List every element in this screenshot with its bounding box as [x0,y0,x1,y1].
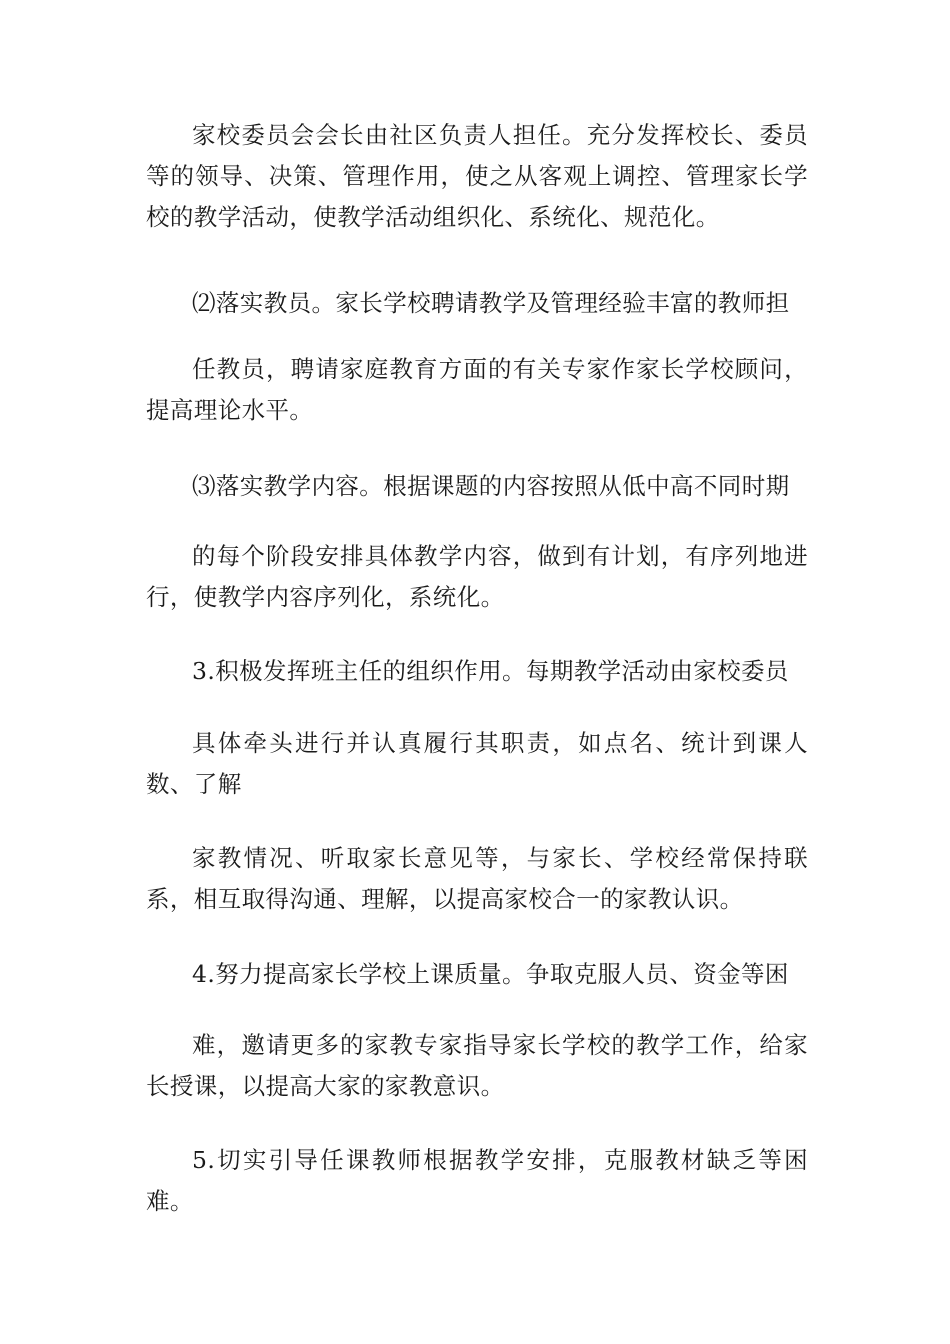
paragraph-2: ⑵落实教员。家长学校聘请教学及管理经验丰富的教师担 [192,289,790,317]
paragraph-8: 家教情况、听取家长意见等，与家长、学校经常保持联系，相互取得沟通、理解，以提高家校合一的家教认识。 [146,844,808,913]
paragraph-3: 任教员，聘请家庭教育方面的有关专家作家长学校顾问，提高理论水平。 [146,355,808,424]
paragraph-5: 的每个阶段安排具体教学内容，做到有计划，有序列地进行，使教学内容序列化，系统化。 [146,542,808,611]
paragraph-9: 4.努力提高家长学校上课质量。争取克服人员、资金等困 [192,960,789,988]
paragraph-11: 5.切实引导任课教师根据教学安排，克服教材缺乏等困难。 [146,1146,808,1215]
paragraph-7: 具体牵头进行并认真履行其职责，如点名、统计到课人数、了解 [146,729,808,798]
paragraph-10: 难，邀请更多的家教专家指导家长学校的教学工作，给家长授课，以提高大家的家教意识。 [146,1031,808,1100]
paragraph-1: 家校委员会会长由社区负责人担任。充分发挥校长、委员等的领导、决策、管理作用，使之从客观上调控、管理家长学校的教学活动，使教学活动组织化、系统化、规范化。 [146,121,808,231]
paragraph-6: 3.积极发挥班主任的组织作用。每期教学活动由家校委员 [192,657,789,685]
paragraph-4: ⑶落实教学内容。根据课题的内容按照从低中高不同时期 [192,472,790,500]
